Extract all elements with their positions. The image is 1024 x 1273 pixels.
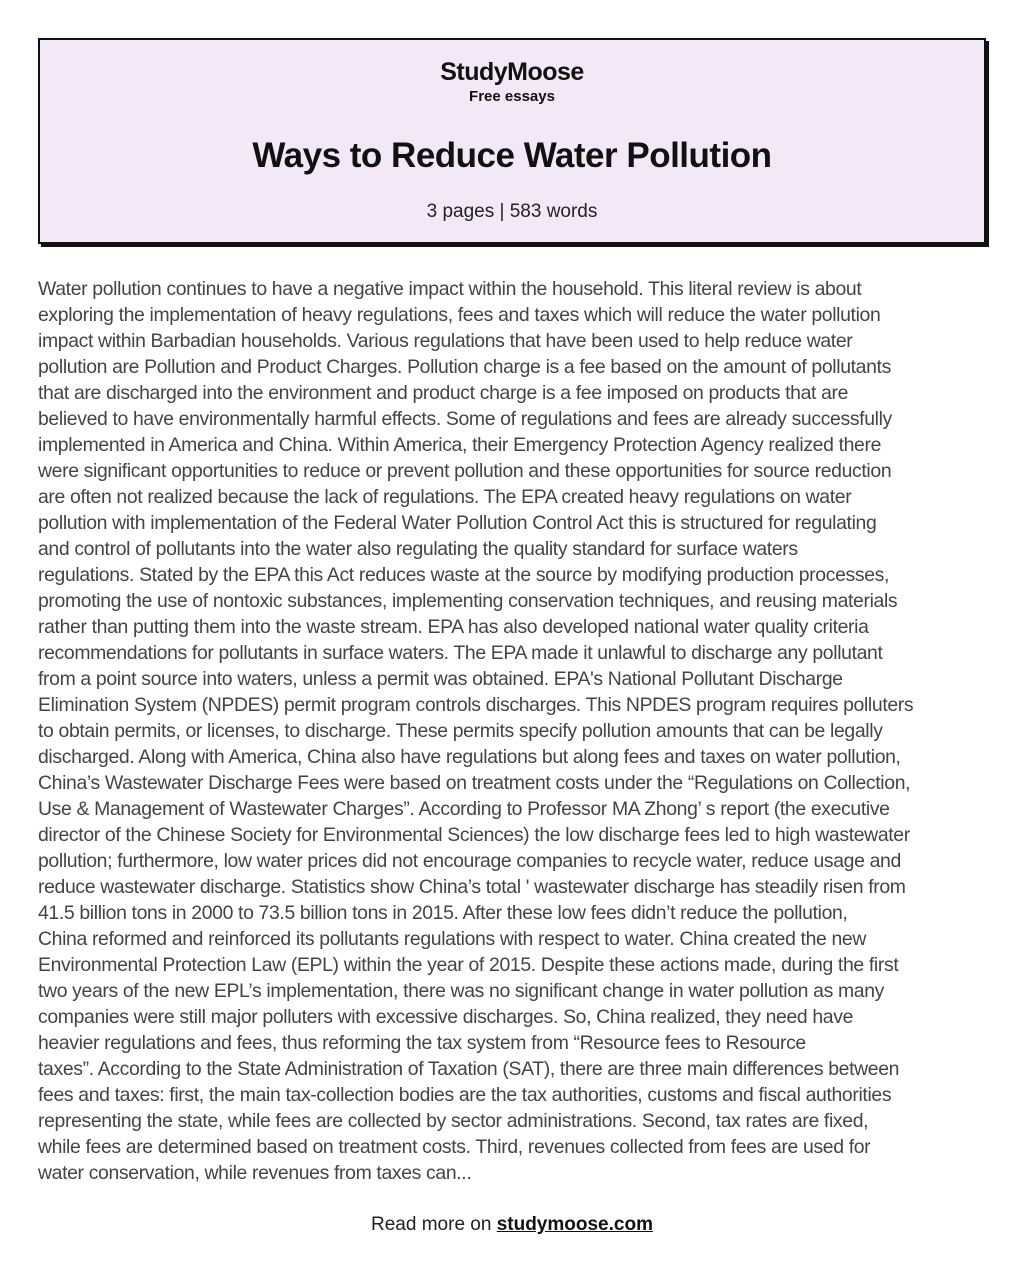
- essay-line: discharged. Along with America, China also have regulations but along fees and taxes on water pollution,: [38, 746, 901, 768]
- essay-line: director of the Chinese Society for Environmental Sciences) the low discharge fees led to high wastewater: [38, 824, 910, 846]
- essay-line: pollution; furthermore, low water prices did not encourage companies to recycle water, reduce usage and: [38, 850, 901, 872]
- essay-line: Elimination System (NPDES) permit program controls discharges. This NPDES program requires polluters: [38, 694, 914, 716]
- essay-line: believed to have environmentally harmful effects. Some of regulations and fees are already successfully: [38, 408, 892, 430]
- essay-line: were significant opportunities to reduce or prevent pollution and these opportunities for source reduction: [38, 460, 892, 482]
- essay-line: Environmental Protection Law (EPL) within the year of 2015. Despite these actions made, during the first: [38, 954, 899, 976]
- essay-line: Use & Management of Wastewater Charges”. According to Professor MA Zhong’ s report (the executive: [38, 798, 890, 820]
- read-more-prefix: Read more on: [371, 1214, 497, 1235]
- essay-body: [38, 276, 998, 1186]
- read-more: [0, 1214, 1024, 1236]
- essay-line: two years of the new EPL’s implementation, there was no significant change in water pollution as many: [38, 980, 884, 1002]
- essay-line: taxes”. According to the State Administration of Taxation (SAT), there are three main differences between: [38, 1058, 900, 1080]
- studymoose-link[interactable]: studymoose.com: [496, 1214, 653, 1235]
- brand-tagline: Free essays: [469, 88, 555, 105]
- essay-line: to obtain permits, or licenses, to discharge. These permits specify pollution amounts that can be legally: [38, 720, 883, 742]
- essay-line: representing the state, while fees are collected by sector administrations. Second, tax rates are fixed,: [38, 1110, 869, 1132]
- essay-line: from a point source into waters, unless a permit was obtained. EPA's National Pollutant Discharge: [38, 668, 843, 690]
- essay-line: rather than putting them into the waste stream. EPA has also developed national water quality criteria: [38, 616, 869, 638]
- brand-logo: StudyMoose: [440, 58, 584, 86]
- essay-meta: 3 pages | 583 words: [426, 201, 598, 222]
- essay-line: and control of pollutants into the water also regulating the quality standard for surface waters: [38, 538, 798, 560]
- essay-line: heavier regulations and fees, thus reforming the tax system from “Resource fees to Resource: [38, 1032, 806, 1054]
- essay-line: companies were still major polluters with excessive discharges. So, China realized, they need have: [38, 1006, 853, 1028]
- essay-line: are often not realized because the lack of regulations. The EPA created heavy regulations on water: [38, 486, 852, 508]
- essay-line: recommendations for pollutants in surface waters. The EPA made it unlawful to discharge any pollutant: [38, 642, 883, 664]
- page-title: Ways to Reduce Water Pollution: [252, 136, 772, 175]
- essay-line: water conservation, while revenues from taxes can...: [38, 1162, 472, 1184]
- essay-line: pollution with implementation of the Federal Water Pollution Control Act this is structured for regulating: [38, 512, 877, 534]
- essay-line: promoting the use of nontoxic substances, implementing conservation techniques, and reusing materials: [38, 590, 898, 612]
- essay-line: fees and taxes: first, the main tax-collection bodies are the tax authorities, customs and fiscal authorities: [38, 1084, 892, 1106]
- essay-line: Water pollution continues to have a negative impact within the household. This literal review is about: [38, 278, 862, 300]
- essay-line: impact within Barbadian households. Various regulations that have been used to help reduce water: [38, 330, 853, 352]
- essay-line: China’s Wastewater Discharge Fees were based on treatment costs under the “Regulations on Collection,: [38, 772, 911, 794]
- essay-line: 41.5 billion tons in 2000 to 73.5 billion tons in 2015. After these low fees didn’t reduce the pollution,: [38, 902, 848, 924]
- essay-line: while fees are determined based on treatment costs. Third, revenues collected from fees are used for: [38, 1136, 871, 1158]
- essay-line: implemented in America and China. Within America, their Emergency Protection Agency realized there: [38, 434, 882, 456]
- essay-line: China reformed and reinforced its pollutants regulations with respect to water. China created the new: [38, 928, 867, 950]
- essay-line: pollution are Pollution and Product Charges. Pollution charge is a fee based on the amount of pollutants: [38, 356, 891, 378]
- essay-header: [38, 38, 986, 244]
- essay-line: exploring the implementation of heavy regulations, fees and taxes which will reduce the water pollution: [38, 304, 881, 326]
- essay-line: that are discharged into the environment and product charge is a fee imposed on products that are: [38, 382, 849, 404]
- essay-line: regulations. Stated by the EPA this Act reduces waste at the source by modifying production processes,: [38, 564, 890, 586]
- essay-line: reduce wastewater discharge. Statistics show China’s total ' wastewater discharge has steadily risen from: [38, 876, 906, 898]
